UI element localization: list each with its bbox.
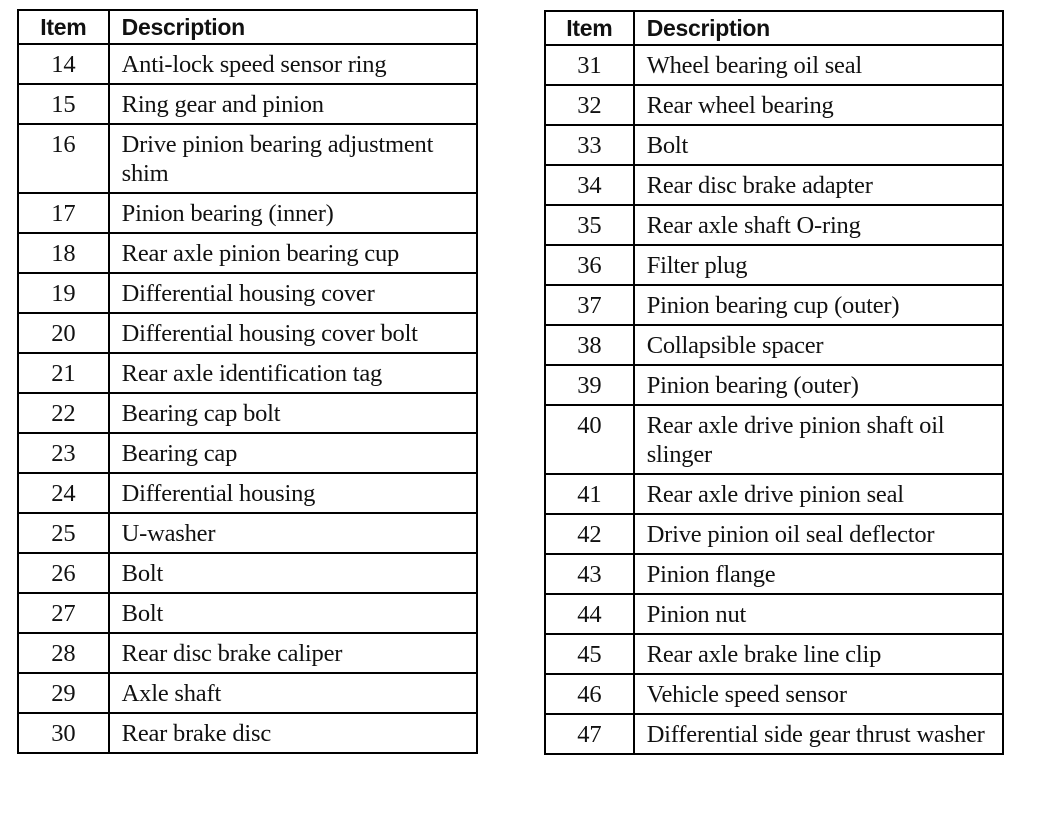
item-description-cell: Filter plug <box>634 245 1003 285</box>
table-row <box>545 594 1003 634</box>
table-row <box>545 285 1003 325</box>
item-description-cell: Differential housing cover <box>109 273 477 313</box>
item-number-cell: 26 <box>18 553 109 593</box>
item-number-cell: 32 <box>545 85 634 125</box>
description-column-header: Description <box>109 10 477 44</box>
item-description-cell: U-washer <box>109 513 477 553</box>
table-row <box>18 353 477 393</box>
table-row <box>18 473 477 513</box>
parts-table-right-body <box>545 45 1003 754</box>
item-number-cell: 18 <box>18 233 109 273</box>
table-row <box>545 325 1003 365</box>
item-description-cell: Pinion bearing cup (outer) <box>634 285 1003 325</box>
item-number-cell: 14 <box>18 44 109 84</box>
table-row <box>545 514 1003 554</box>
table-row <box>18 273 477 313</box>
table-row <box>545 405 1003 474</box>
item-description-cell: Axle shaft <box>109 673 477 713</box>
item-number-cell: 30 <box>18 713 109 753</box>
table-row <box>18 233 477 273</box>
table-row <box>545 125 1003 165</box>
table-row <box>18 44 477 84</box>
item-description-cell: Differential housing cover bolt <box>109 313 477 353</box>
item-description-cell: Bolt <box>634 125 1003 165</box>
item-description-cell: Rear disc brake caliper <box>109 633 477 673</box>
item-number-cell: 23 <box>18 433 109 473</box>
item-number-cell: 27 <box>18 593 109 633</box>
item-number-cell: 43 <box>545 554 634 594</box>
item-description-cell: Differential side gear thrust washer <box>634 714 1003 754</box>
table-row <box>18 433 477 473</box>
table-row <box>545 165 1003 205</box>
item-number-cell: 15 <box>18 84 109 124</box>
item-description-cell: Rear axle drive pinion seal <box>634 474 1003 514</box>
item-description-cell: Differential housing <box>109 473 477 513</box>
item-number-cell: 21 <box>18 353 109 393</box>
table-row <box>545 554 1003 594</box>
item-number-cell: 31 <box>545 45 634 85</box>
item-description-cell: Bolt <box>109 553 477 593</box>
item-number-cell: 45 <box>545 634 634 674</box>
item-description-cell: Wheel bearing oil seal <box>634 45 1003 85</box>
item-description-cell: Pinion nut <box>634 594 1003 634</box>
table-row <box>18 313 477 353</box>
item-number-cell: 25 <box>18 513 109 553</box>
table-row <box>545 245 1003 285</box>
parts-table-right <box>544 10 1004 755</box>
item-description-cell: Collapsible spacer <box>634 325 1003 365</box>
item-number-cell: 36 <box>545 245 634 285</box>
table-row <box>545 205 1003 245</box>
item-number-cell: 20 <box>18 313 109 353</box>
item-number-cell: 39 <box>545 365 634 405</box>
item-description-cell: Ring gear and pinion <box>109 84 477 124</box>
item-description-cell: Pinion bearing (inner) <box>109 193 477 233</box>
item-description-cell: Rear axle shaft O-ring <box>634 205 1003 245</box>
item-number-cell: 17 <box>18 193 109 233</box>
table-row <box>545 365 1003 405</box>
item-number-cell: 19 <box>18 273 109 313</box>
header-row <box>545 11 1003 45</box>
item-number-cell: 22 <box>18 393 109 433</box>
item-description-cell: Vehicle speed sensor <box>634 674 1003 714</box>
table-row <box>18 633 477 673</box>
table-row <box>18 193 477 233</box>
table-row <box>18 553 477 593</box>
item-description-cell: Anti-lock speed sensor ring <box>109 44 477 84</box>
item-number-cell: 37 <box>545 285 634 325</box>
item-description-cell: Drive pinion bearing adjustment shim <box>109 124 477 193</box>
description-column-header: Description <box>634 11 1003 45</box>
table-row <box>545 474 1003 514</box>
table-row <box>18 513 477 553</box>
item-number-cell: 33 <box>545 125 634 165</box>
item-column-header: Item <box>18 10 109 44</box>
table-row <box>545 674 1003 714</box>
item-description-cell: Rear axle pinion bearing cup <box>109 233 477 273</box>
table-row <box>18 593 477 633</box>
header-row <box>18 10 477 44</box>
table-row <box>545 85 1003 125</box>
item-description-cell: Rear axle drive pinion shaft oil slinger <box>634 405 1003 474</box>
table-row <box>545 634 1003 674</box>
table-row <box>18 713 477 753</box>
item-number-cell: 16 <box>18 124 109 193</box>
item-number-cell: 42 <box>545 514 634 554</box>
table-row <box>18 84 477 124</box>
item-description-cell: Rear axle brake line clip <box>634 634 1003 674</box>
item-number-cell: 40 <box>545 405 634 474</box>
item-description-cell: Rear wheel bearing <box>634 85 1003 125</box>
item-number-cell: 46 <box>545 674 634 714</box>
table-row <box>18 393 477 433</box>
item-number-cell: 38 <box>545 325 634 365</box>
table-row <box>18 673 477 713</box>
table-row <box>545 45 1003 85</box>
parts-table-left <box>17 9 478 754</box>
item-description-cell: Drive pinion oil seal deflector <box>634 514 1003 554</box>
item-description-cell: Rear brake disc <box>109 713 477 753</box>
item-number-cell: 35 <box>545 205 634 245</box>
parts-table-left-body <box>18 44 477 753</box>
item-description-cell: Pinion flange <box>634 554 1003 594</box>
table-row <box>545 714 1003 754</box>
item-column-header: Item <box>545 11 634 45</box>
item-description-cell: Pinion bearing (outer) <box>634 365 1003 405</box>
item-description-cell: Bearing cap <box>109 433 477 473</box>
table-row <box>18 124 477 193</box>
item-number-cell: 41 <box>545 474 634 514</box>
item-number-cell: 29 <box>18 673 109 713</box>
item-number-cell: 28 <box>18 633 109 673</box>
item-description-cell: Rear axle identification tag <box>109 353 477 393</box>
item-number-cell: 47 <box>545 714 634 754</box>
item-description-cell: Rear disc brake adapter <box>634 165 1003 205</box>
item-description-cell: Bolt <box>109 593 477 633</box>
item-number-cell: 24 <box>18 473 109 513</box>
item-number-cell: 44 <box>545 594 634 634</box>
item-description-cell: Bearing cap bolt <box>109 393 477 433</box>
item-number-cell: 34 <box>545 165 634 205</box>
